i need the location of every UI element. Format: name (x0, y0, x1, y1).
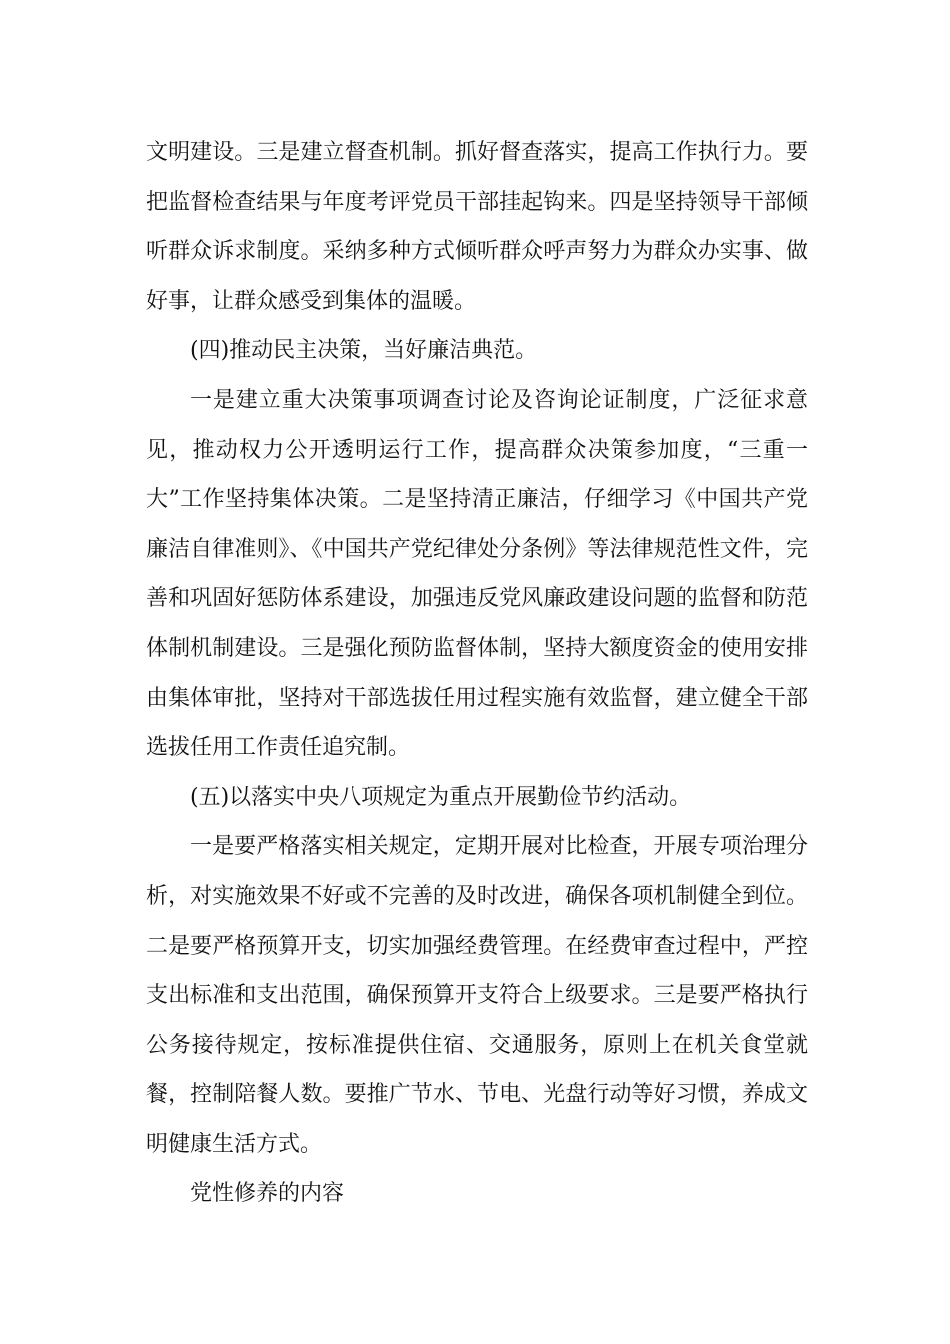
paragraph-frugality: 一是要严格落实相关规定，定期开展对比检查，开展专项治理分析，对实施效果不好或不完善的及时改进，确保各项机制健全到位。二是要严格预算开支，切实加强经费管理。在经费审查过程中，严控支出标准和支出范围，确保预算开支符合上级要求。三是要严格执行公务接待规定，按标准提供住宿、交通服务，原则上在机关食堂就餐，控制陪餐人数。要推广节水、节电、光盘行动等好习惯，养成文明健康生活方式。 (146, 834, 808, 1157)
paragraph-democratic-decision: 一是建立重大决策事项调查讨论及咨询论证制度，广泛征求意见，推动权力公开透明运行工作，提高群众决策参加度，“三重一大”工作坚持集体决策。二是坚持清正廉洁，仔细学习《中国共产党廉洁自律准则》、《中国共产党纪律处分条例》等法律规范性文件，完善和巩固好惩防体系建设，加强违反党风廉政建设问题的监督和防范体制机制建设。三是强化预防监督体制，坚持大额度资金的使用安排由集体审批，坚持对干部选拔任用过程实施有效监督，建立健全干部选拔任用工作责任追究制。 (146, 387, 808, 761)
paragraph-continuation: 文明建设。三是建立督查机制。抓好督查落实，提高工作执行力。要把监督检查结果与年度考评党员干部挂起钩来。四是坚持领导干部倾听群众诉求制度。采纳多种方式倾听群众呼声努力为群众办实事、做好事，让群众感受到集体的温暖。 (146, 140, 808, 314)
section-title-party-cultivation: 党性修养的内容 (190, 1181, 345, 1207)
section-heading-four: (四)推动民主决策，当好廉洁典范。 (190, 338, 538, 364)
document-body (146, 128, 808, 1219)
section-heading-five: (五)以落实中央八项规定为重点开展勤俭节约活动。 (190, 784, 692, 810)
